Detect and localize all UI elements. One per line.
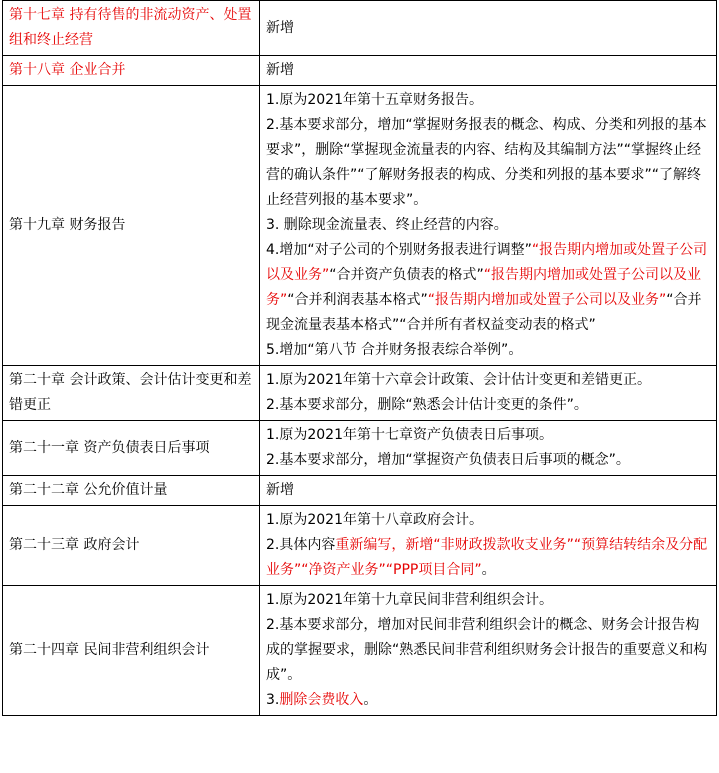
- line-text: “合并资产负债表的格式”: [329, 267, 484, 283]
- change-line: 1.原为2021年第十八章政府会计。: [266, 512, 483, 528]
- change-cell: [260, 506, 717, 586]
- change-line: [266, 238, 710, 338]
- change-line: [266, 533, 710, 583]
- line-text: 2.具体内容: [266, 537, 336, 553]
- line-text: 。: [363, 692, 378, 708]
- chapter-cell: 第十九章 财务报告: [3, 86, 260, 366]
- change-line: 1.原为2021年第十五章财务报告。: [266, 92, 483, 108]
- change-cell: [260, 86, 717, 366]
- highlight-text: “报告期内增加或处置子公司以及业务”: [427, 292, 667, 308]
- change-cell: 新增: [260, 56, 717, 86]
- chapter-cell: 第二十章 会计政策、会计估计变更和差错更正: [3, 366, 260, 421]
- chapter-cell: 第二十四章 民间非营利组织会计: [3, 586, 260, 716]
- line-text: ，: [391, 537, 406, 553]
- highlight-text: 重新编写: [335, 537, 392, 553]
- change-cell: [260, 366, 717, 421]
- highlight-text: 新增“非财政拨款收支业务”“预算结转结余及分配业务”“净资产业务”“PPP项目合同”: [266, 537, 708, 578]
- chapter-cell: 第二十三章 政府会计: [3, 506, 260, 586]
- change-cell: 新增: [260, 1, 717, 56]
- table-row: [3, 476, 717, 506]
- line-text: “合并利润表基本格式”: [287, 292, 428, 308]
- change-line: 1.原为2021年第十七章资产负债表日后事项。: [266, 427, 553, 443]
- line-text: 。: [481, 562, 496, 578]
- highlight-text: 删除会费收入: [279, 692, 364, 708]
- change-cell: [260, 421, 717, 476]
- chapter-changes-table: [2, 0, 717, 716]
- chapter-cell: 第十八章 企业合并: [3, 56, 260, 86]
- line-text: “合并现金流量表基本格式”“合并所有者权益变动表的格式”: [266, 292, 702, 333]
- change-line: 5.增加“第八节 合并财务报表综合举例”。: [266, 342, 523, 358]
- change-line: 3. 删除现金流量表、终止经营的内容。: [266, 217, 508, 233]
- change-line: 2.基本要求部分，增加“掌握财务报表的概念、构成、分类和列报的基本要求”，删除“掌握现金流量表的内容、结构及其编制方法”“掌握终止经营的确认条件”“了解财务报表的构成、分类和列报的基本要求”“了解终止经营列报的基本要求”。: [266, 117, 707, 208]
- table-row: [3, 506, 717, 586]
- change-line: 2.基本要求部分，删除“熟悉会计估计变更的条件”。: [266, 397, 588, 413]
- chapter-cell: 第二十一章 资产负债表日后事项: [3, 421, 260, 476]
- change-line: [266, 688, 710, 713]
- table-row: [3, 421, 717, 476]
- highlight-text: “报告期内增加或处置子公司以及业务”: [266, 242, 708, 283]
- chapter-cell: 第十七章 持有待售的非流动资产、处置组和终止经营: [3, 1, 260, 56]
- change-cell: [260, 586, 717, 716]
- table-row: [3, 586, 717, 716]
- line-text: 3.: [266, 692, 280, 708]
- change-line: 2.基本要求部分，增加“掌握资产负债表日后事项的概念”。: [266, 452, 630, 468]
- line-text: 4.增加“对子公司的个别财务报表进行调整”: [266, 242, 532, 258]
- table-row: [3, 1, 717, 56]
- change-cell: 新增: [260, 476, 717, 506]
- highlight-text: “报告期内增加或处置子公司以及业务”: [266, 267, 702, 308]
- change-line: 1.原为2021年第十九章民间非营利组织会计。: [266, 592, 553, 608]
- change-line: 1.原为2021年第十六章会计政策、会计估计变更和差错更正。: [266, 372, 651, 388]
- table-row: [3, 86, 717, 366]
- chapter-cell: 第二十二章 公允价值计量: [3, 476, 260, 506]
- table-row: [3, 56, 717, 86]
- change-line: 2.基本要求部分，增加对民间非营利组织会计的概念、财务会计报告构成的掌握要求，删除“熟悉民间非营利组织财务会计报告的重要意义和构成”。: [266, 617, 708, 683]
- table-row: [3, 366, 717, 421]
